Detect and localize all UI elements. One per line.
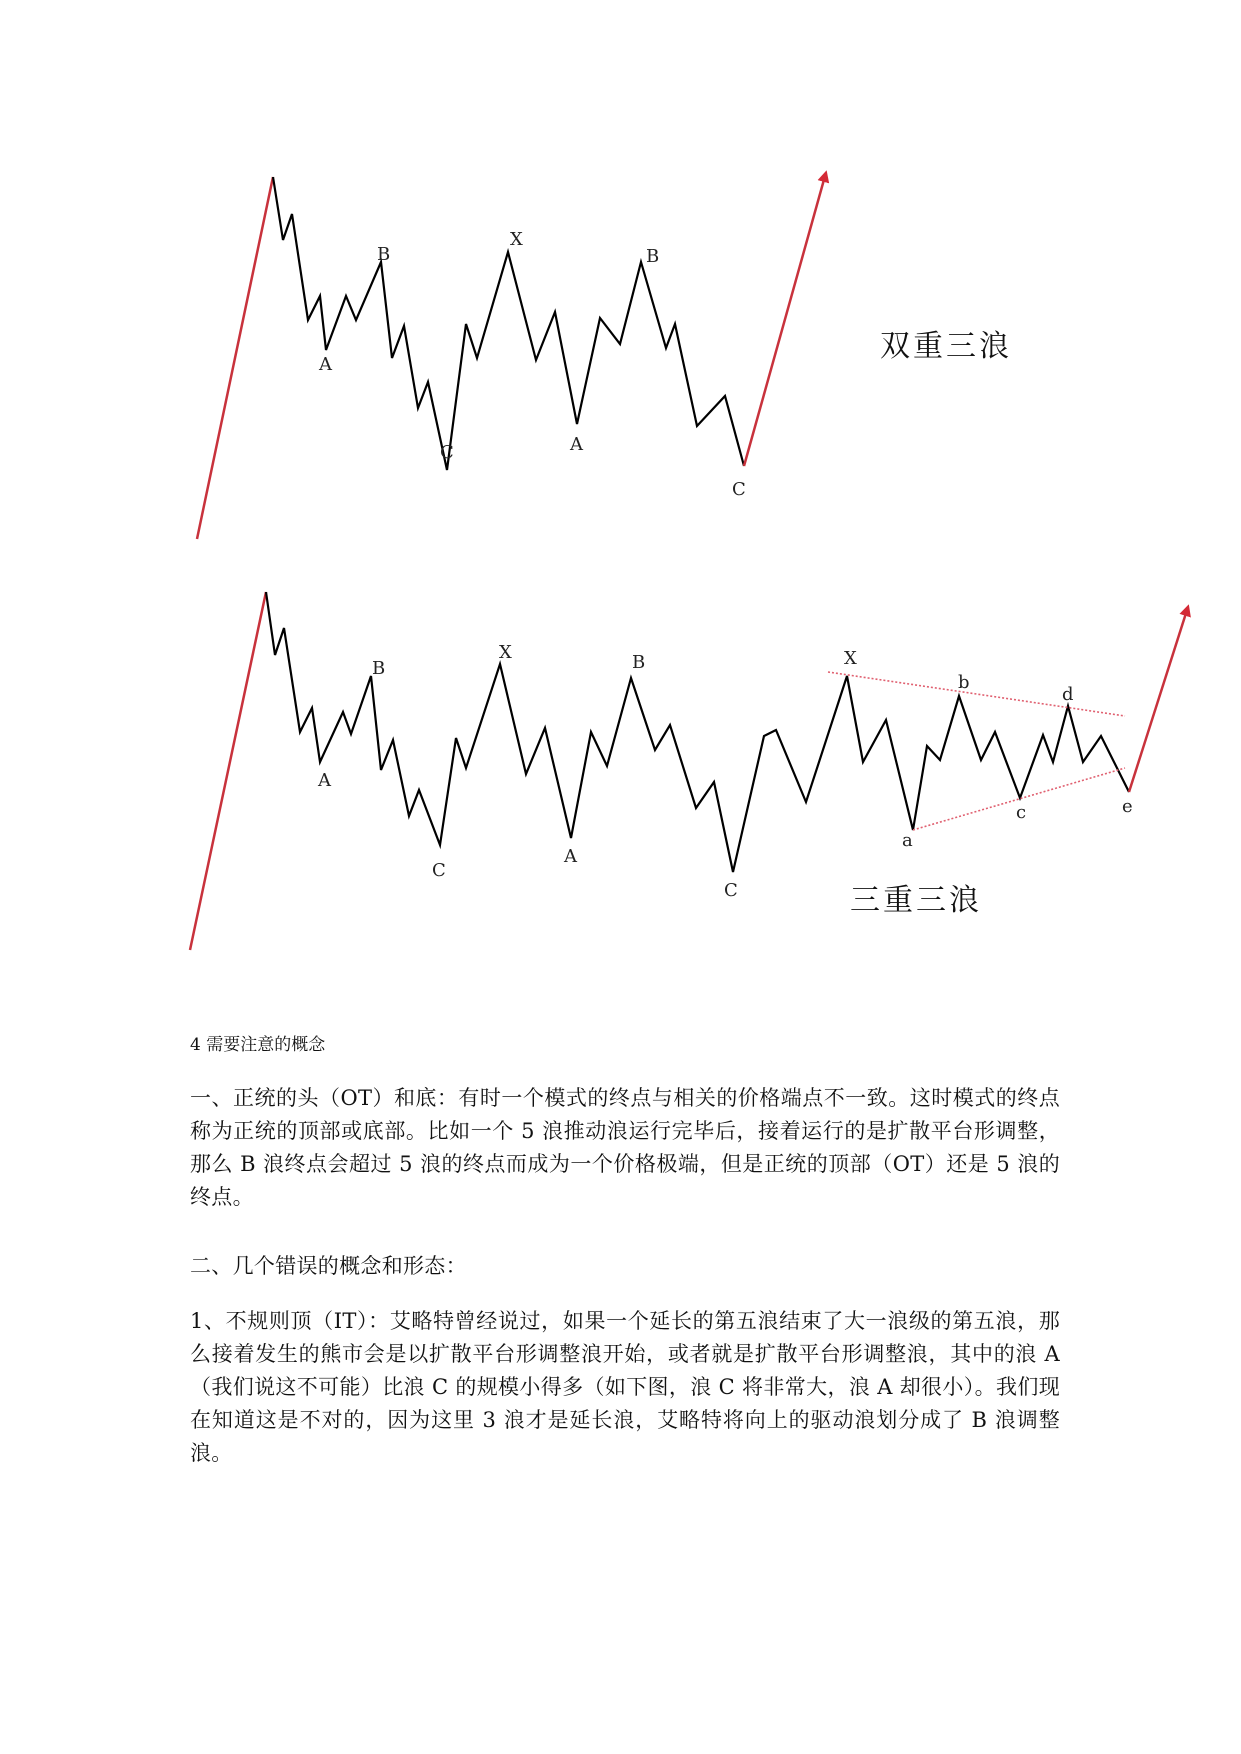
- triple-three-final-arrow: [1129, 610, 1187, 792]
- triple-label-b1: B: [372, 658, 386, 679]
- triple-label-a-minor: a: [902, 830, 913, 851]
- triple-label-c1: C: [432, 860, 446, 881]
- section-heading: 4 需要注意的概念: [190, 1035, 326, 1055]
- triple-label-e-minor: e: [1122, 796, 1133, 817]
- triple-label-a2: A: [564, 846, 577, 867]
- double-label-b1: B: [377, 244, 391, 265]
- double-label-c1: C: [440, 442, 454, 463]
- triple-label-c2: C: [724, 880, 738, 901]
- double-label-b2: B: [646, 246, 660, 267]
- triple-three-title: 三重三浪: [850, 883, 982, 918]
- triple-label-c-minor: c: [1016, 802, 1027, 823]
- double-three-final-arrow: [744, 176, 825, 466]
- double-three-wave-line: [273, 177, 744, 470]
- double-label-a1: A: [319, 354, 332, 375]
- triple-three-diagram: [190, 592, 1187, 950]
- triple-label-x2: X: [844, 648, 857, 669]
- triple-label-b2: B: [632, 652, 646, 673]
- double-three-diagram: [197, 176, 1012, 539]
- double-label-a2: A: [570, 434, 583, 455]
- triple-label-a1: A: [318, 770, 331, 791]
- double-label-x: X: [510, 229, 523, 250]
- triple-three-impulse-up-line: [190, 592, 266, 950]
- triangle-upper-trendline: [828, 672, 1125, 716]
- paragraph-irregular-top: 1、不规则顶（IT）：艾略特曾经说过，如果一个延长的第五浪结束了大一浪级的第五浪，那么接着发生的熊市会是以扩散平台形调整浪开始，或者就是扩散平台形调整浪，其中的浪 A（我们说这不可能）比浪 C 的规模小得多（如下图，浪 C 将非常大，浪 A 却很小）。我们现在知道这是不对的，因为这里 3 浪才是延长浪，艾略特将向上的驱动浪划分成了 B 浪调整浪。: [190, 1309, 1060, 1465]
- double-three-impulse-up-line: [197, 177, 273, 539]
- double-label-c2: C: [732, 479, 746, 500]
- triple-label-x1: X: [499, 642, 512, 663]
- double-three-title: 双重三浪: [880, 329, 1012, 364]
- triple-label-d-minor: d: [1062, 684, 1074, 705]
- paragraph-orthodox-top: 一、正统的头（OT）和底：有时一个模式的终点与相关的价格端点不一致。这时模式的终点称为正统的顶部或底部。比如一个 5 浪推动浪运行完毕后，接着运行的是扩散平台形调整，那么 B 浪终点会超过 5 浪的终点而成为一个价格极端，但是正统的顶部（OT）还是 5 浪的终点。: [190, 1086, 1060, 1209]
- triple-three-wave-line: [266, 592, 1129, 872]
- paragraph-wrong-concepts: 二、几个错误的概念和形态：: [190, 1254, 467, 1278]
- triple-label-b-minor: b: [958, 672, 970, 693]
